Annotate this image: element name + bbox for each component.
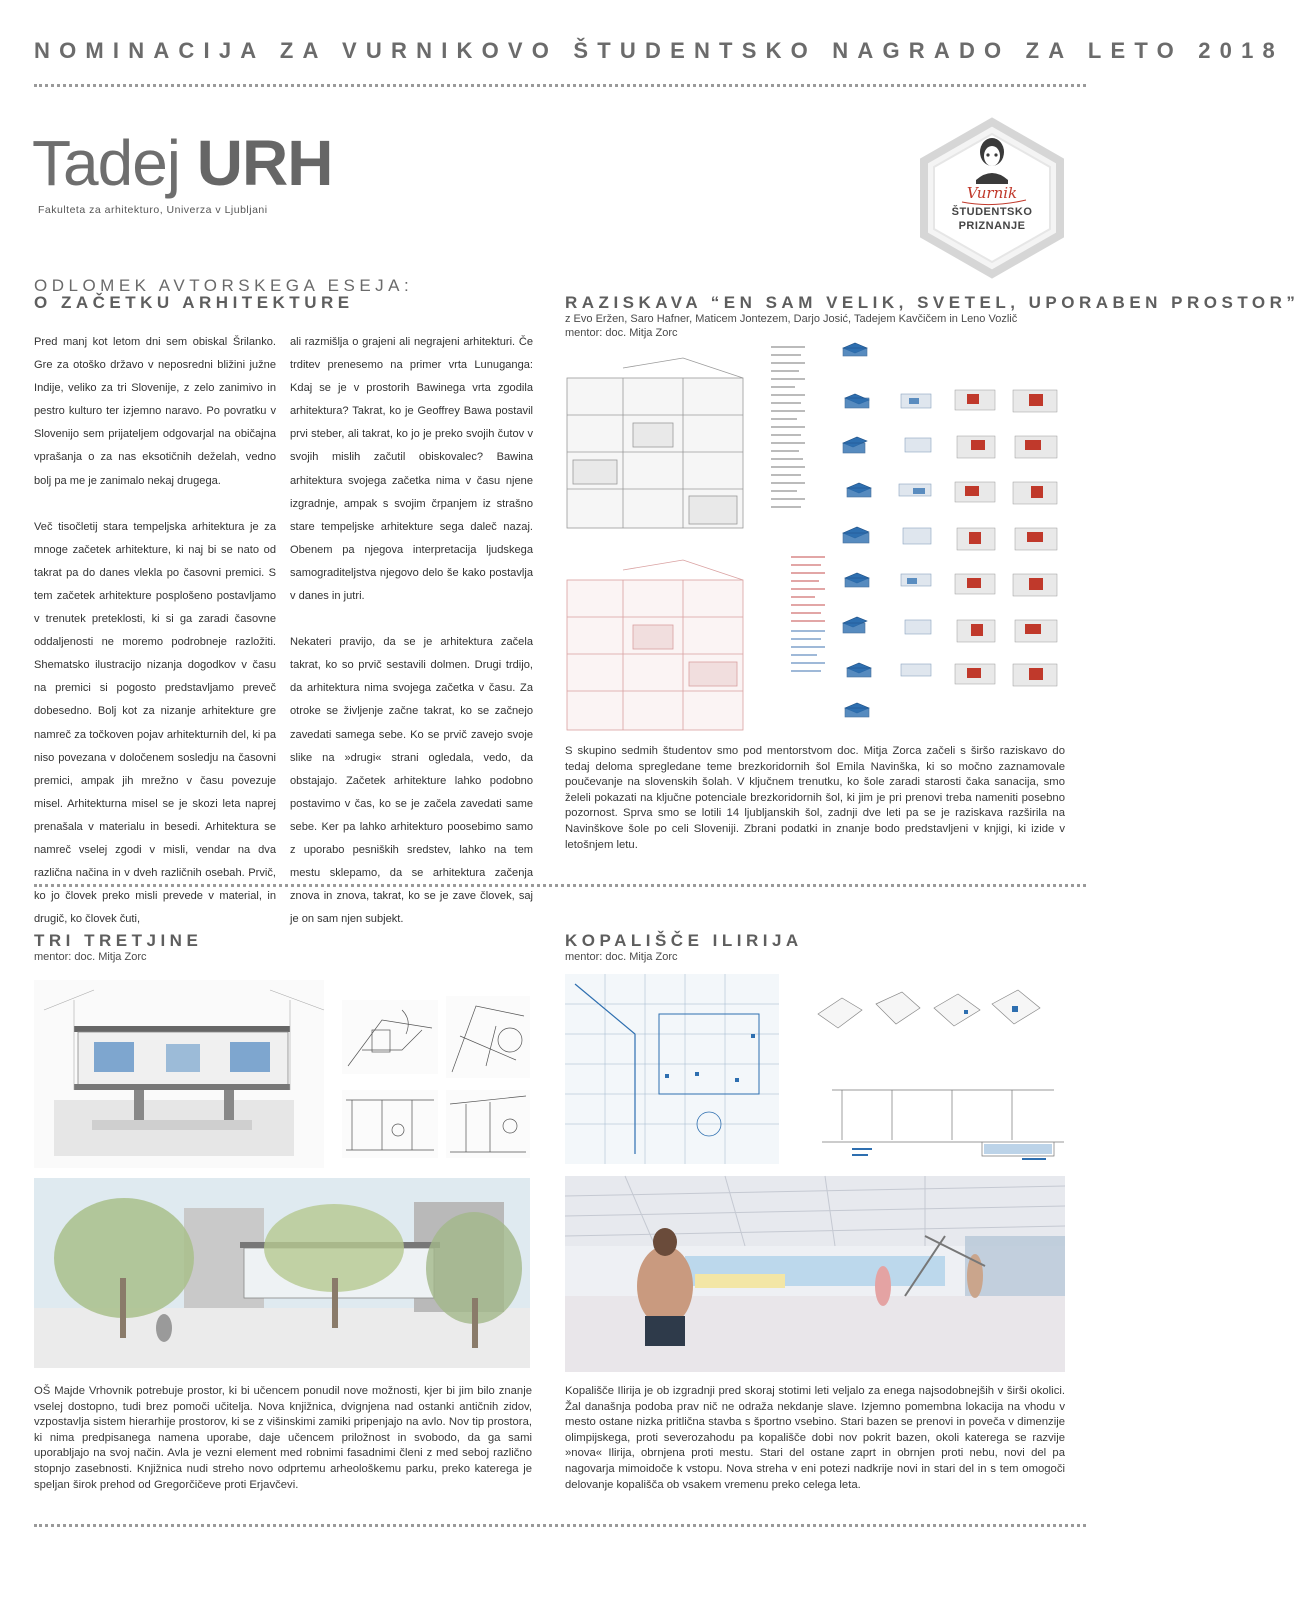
library-section-drawing <box>34 980 324 1168</box>
middle-divider <box>34 884 1086 887</box>
top-divider <box>34 84 1086 87</box>
library-sketch-3 <box>342 1090 438 1158</box>
logo-line-2: PRIZNANJE <box>958 220 1026 232</box>
vurnik-award-logo <box>918 118 1066 276</box>
tri-tretjine-title: TRI TRETJINE <box>34 931 203 950</box>
author-name <box>32 126 332 200</box>
kopalisce-title: KOPALIŠČE ILIRIJA <box>565 931 803 950</box>
essay-column-1 <box>34 331 276 954</box>
pool-section-drawing <box>822 1070 1064 1166</box>
kopalisce-text: Kopališče Ilirija je ob izgradnji pred skoraj stotimi leti veljalo za enega najsodobnejših v širši okolici. Žal današnja podoba prav nič ne odraža nekdanje slave. Izjemno pomembna lokacija na vhodu v mesto ostane nizka pritlična stavba s športno vsebino. Stari bazen se prenovi in poveča v dimenzije olimpijskega, proti severozahodu pa kopališče dobi nov pokrit bazen, okoli katerega se razvije »nova« Ilirija, obrnjena proti mestu. Stari del ostane zaprt in obrnjen proti nebu, novi del pa nagovarja mimoidoče k vstopu. Nova streha v eni potezi nadkrije novi in stari del in s tem omogoči delovanje kopališča ob vsakem vremenu preko celega leta. <box>565 1385 1065 1491</box>
tri-tretjine-text: OŠ Majde Vrhovnik potrebuje prostor, ki bi učencem ponudil nove možnosti, kjer bi jim bilo znanje vselej dostopno, tudi brez pomoči učitelja. Nova knjižnica, dvignjena nad ostanki antičnih zidov, vzpostavlja sistem hierarhije prostorov, ki se z višinskimi zamiki pripenjajo na avlo. Nov tip prostora, ki nima predpisanega namena uporabe, daje učencem priložnost in svobodo, da ga sami uporabljajo na svoj način. Avla je vezni element med robnimi fasadnimi členi z med seboj različno stopnjo zasebnosti. Knjižnica nudi streho novo odprtemu arheološkemu parku, preko katerega je speljan širok prehod od Gregorčičeve proti Erjavčevi. <box>34 1385 532 1491</box>
pool-axonometric-sequence <box>812 984 1064 1054</box>
pool-plan-drawing <box>565 974 779 1164</box>
author-last-name: URH <box>196 127 333 199</box>
essay-paragraph: Pred manj kot letom dni sem obiskal Šrilanko. Gre za otoško državo v neposredni bližini južne Indije, veliko za tri Slovenije, z zelo zanimivo in pestro kulturo ter izjemno naravo. Po povratku v Slovenijo sem prijateljem odgovarjal na običajna vprašanja o za nas eksotičnih deželah, vedno bolj pa me je zanimalo nekaj drugega. <box>34 336 276 487</box>
library-sketch-1 <box>342 1000 438 1074</box>
pool-interior-render <box>565 1176 1065 1372</box>
library-sketch-4 <box>446 1090 530 1158</box>
library-sketch-2 <box>446 996 530 1078</box>
author-first-name: Tadej <box>32 127 180 199</box>
tri-tretjine-mentor: mentor: doc. Mitja Zorc <box>34 951 147 963</box>
school-section-drawing-grey <box>567 358 743 528</box>
research-mentor: mentor: doc. Mitja Zorc <box>565 327 678 339</box>
bottom-divider <box>34 1524 1086 1527</box>
vurnik-signature: Vurnik <box>966 184 1018 202</box>
legend-lines <box>771 346 805 508</box>
logo-line-1: ŠTUDENTSKO <box>951 206 1033 218</box>
research-drawings <box>563 338 1063 736</box>
blue-axonometrics <box>843 343 871 717</box>
essay-title-1: ODLOMEK AVTORSKEGA ESEJA: <box>34 276 414 295</box>
blue-light-axonometrics <box>899 394 931 676</box>
essay-column-2 <box>290 331 533 954</box>
author-faculty: Fakulteta za arhitekturo, Univerza v Ljubljani <box>38 204 268 216</box>
essay-paragraph: Več tisočletij stara tempeljska arhitektura je za mnoge začetek arhitekture, ki naj bi se nato od takrat pa do danes vlekla po časovni premici. S tem začetek arhitekture posplošeno postavljamo v trenutek preteklosti, ki si ga zaradi časovne oddaljenosti ne moremo podrobneje razložiti. Shematsko ilustracijo nizanja dogodkov v času na premici si pogosto predstavljamo preveč dobesedno. Bolj kot za nizanje arhitekture gre namreč za točkoven pojav arhitekturnih del, ki pa niso povezana v določenem sosledju na časovni premici, ampak jih mrežno v času povezuje misel. Arhitekturna misel se je skozi leta naprej prenašala v materialu in besedi. Arhitektura se namreč vselej zgodi v misli, vendar na dva različna načina in v dveh različnih osebah. Prvič, ko jo človek preko misli prevede v material, in drugič, ko človek čuti, <box>34 520 276 926</box>
library-perspective-render <box>34 1178 530 1368</box>
poster-title: NOMINACIJA ZA VURNIKOVO ŠTUDENTSKO NAGRADO ZA LETO 2018 <box>34 38 1284 63</box>
research-team: z Evo Eržen, Saro Hafner, Maticem Jontezem, Darjo Josić, Tadejem Kavčičem in Leno Vozlič <box>565 313 1018 325</box>
school-section-drawing-red <box>567 560 743 730</box>
research-text: S skupino sedmih študentov smo pod mentorstvom doc. Mitja Zorca začeli s širšo raziskavo do tedaj deloma spregledane teme brezkoridornih šol Emila Navinška, ki so močno zaznamovale poučevanje na slovenskih šolah. V ključnem trenutku, ko šole zaradi starosti čaka sanacija, smo želeli pokazati na ključne potenciale brezkoridornih šol, ki jim je pri prenovi treba nameniti posebno pozornost. Sprva smo se lotili 14 ljubljanskih šol, zadnji dve leti pa se je raziskava razširila na Navinškove šole po celi Sloveniji. Zbrani podatki in znanje bodo predstavljeni v knjigi, ki izide v letošnjem letu. <box>565 745 1065 851</box>
research-title: RAZISKAVA “EN SAM VELIK, SVETEL, UPORABEN PROSTOR” <box>565 293 1299 312</box>
essay-title-2: O ZAČETKU ARHITEKTURE <box>34 293 354 312</box>
essay-paragraph: ali razmišlja o grajeni ali negrajeni arhitekturi. Če trditev prenesemo na primer vrta Lunuganga: Kdaj se je v prostorih Bawinega vrta zgodila arhitektura? Takrat, ko je Geoffrey Bawa postavil prvi steber, ali takrat, ko jo je preko svojih čutov v svojih mislih začutil obiskovalec? Bawina arhitektura svojega začetka nima v času njene izgradnje, ampak s svojim črpanjem iz strašno stare tempeljske arhitekture sega daleč nazaj. Obenem pa njegova interpretacija ljudskega samograditeljstva njegovo delo še kako postavlja v danes in jutri. <box>290 336 533 603</box>
kopalisce-mentor: mentor: doc. Mitja Zorc <box>565 951 678 963</box>
essay-paragraph: Nekateri pravijo, da se je arhitektura začela takrat, ko so prvič sestavili dolmen. Drugi trdijo, da arhitektura nima svojega začetka v času. Za otroke se življenje začne takrat, ko se začnejo zavedati samega sebe. Ko se prvič zavejo svoje slike na »drugi« strani ogledala, vedo, da obstajajo. Začetek arhitekture lahko podobno postavimo v čas, ko se je začela zavedati same sebe. Ker pa lahko arhitekturo poosebimo samo z uporabo pesniških sredstev, lahko na tem mestu sklepamo, da se arhitektura začenja znova in znova, takrat, ko se je zave človek, saj je on sam njen subjekt. <box>290 636 533 926</box>
